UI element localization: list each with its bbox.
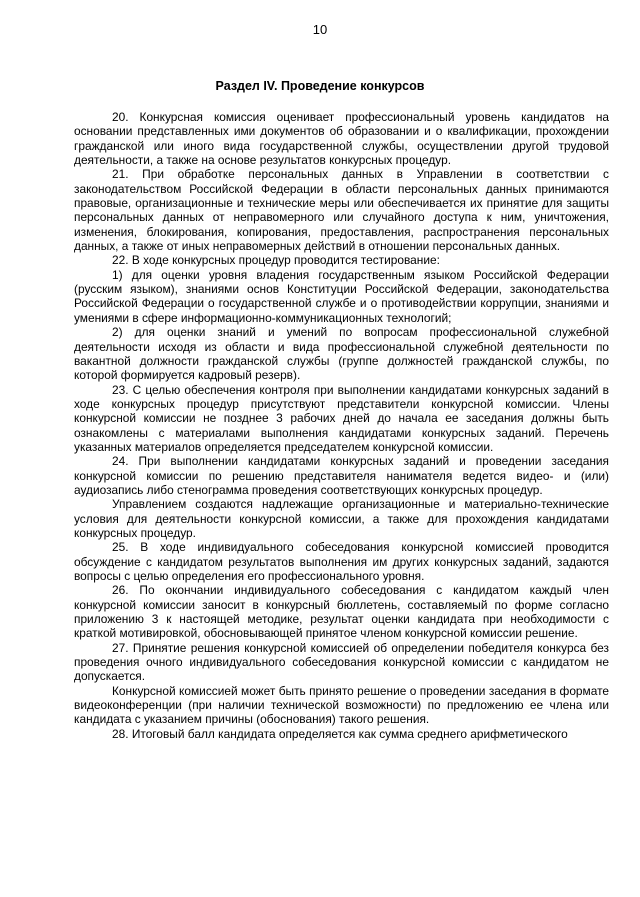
- paragraph-27-videoconference: Конкурсной комиссией может быть принято решение о проведении заседания в формате видеоконференции (при наличии технической возможности) по предложению ее члена или кандидата с указанием причины (обоснования) такого решения.: [74, 683, 609, 727]
- paragraph-22: 22. В ходе конкурсных процедур проводится тестирование:: [112, 253, 440, 268]
- paragraph-25: 25. В ходе индивидуального собеседования конкурсной комиссией проводится обсуждение с кандидатом результатов выполнения им других конкурсных заданий, задаются вопросы с целью определения его профессионального уровня.: [74, 540, 609, 583]
- paragraph-27: 27. Принятие решения конкурсной комиссией об определении победителя конкурса без проведения очного индивидуального собеседования конкурсной комиссии с кандидатом не допускается.: [74, 640, 609, 684]
- paragraph-22-item-2: 2) для оценки знаний и умений по вопросам профессиональной служебной деятельности исходя из области и вида профессиональной служебной деятельности по вакантной должности гражданской службы (группе должностей гражданской службы, по которой формируется кадровый резерв).: [74, 325, 609, 383]
- paragraph-26: 26. По окончании индивидуального собеседования с кандидатом каждый член конкурсной комиссии заносит в конкурсный бюллетень, составляемый по форме согласно приложению 3 к настоящей методике, результат оценки кандидата при необходимости с краткой мотивировкой, обосновывающей принятое членом конкурсной комиссии решение.: [74, 583, 609, 641]
- page-number: 10: [312, 22, 328, 37]
- paragraph-23: 23. С целью обеспечения контроля при выполнении кандидатами конкурсных заданий в ходе конкурсных процедур присутствуют представители конкурсной комиссии. Члены конкурсной комиссии не позднее 3 рабочих дней до начала ее заседания должны быть ознакомлены с материалами выполнения кандидатами конкурсных заданий. Перечень указанных материалов определяется председателем конкурсной комиссии.: [74, 382, 609, 454]
- paragraph-28: 28. Итоговый балл кандидата определяется как сумма среднего арифметического: [112, 726, 568, 741]
- paragraph-21: 21. При обработке персональных данных в Управлении в соответствии с законодательством Российской Федерации в области персональных данных принимаются правовые, организационные и технические меры или обеспечивается их принятие для защиты персональных данных от неправомерного или случайного доступа к ним, уничтожения, изменения, блокирования, копирования, предоставления, распространения персональных данных, а также от иных неправомерных действий в отношении персональных данных.: [74, 167, 609, 254]
- section-title: Раздел IV. Проведение конкурсов: [215, 79, 425, 93]
- paragraph-24-conditions: Управлением создаются надлежащие организационные и материально-технические условия для деятельности конкурсной комиссии, а также для прохождения кандидатами конкурсных процедур.: [74, 497, 609, 540]
- paragraph-20: 20. Конкурсная комиссия оценивает профессиональный уровень кандидатов на основании представленных ими документов об образовании и о квалификации, прохождении гражданской или иного вида государственной службы, осуществлении другой трудовой деятельности, а также на основе результатов конкурсных процедур.: [74, 110, 609, 168]
- paragraph-24: 24. При выполнении кандидатами конкурсных заданий и проведении заседания конкурсной комиссии по решению представителя нанимателя ведется видео- и (или) аудиозапись либо стенограмма проведения соответствующих конкурсных процедур.: [74, 454, 609, 497]
- document-body: [74, 110, 609, 741]
- paragraph-22-item-1: 1) для оценки уровня владения государственным языком Российской Федерации (русским языком), знаниями основ Конституции Российской Федерации, законодательства Российской Федерации о государственной службе и о противодействии коррупции, знаниями и умениями в сфере информационно-коммуникационных технологий;: [74, 267, 609, 325]
